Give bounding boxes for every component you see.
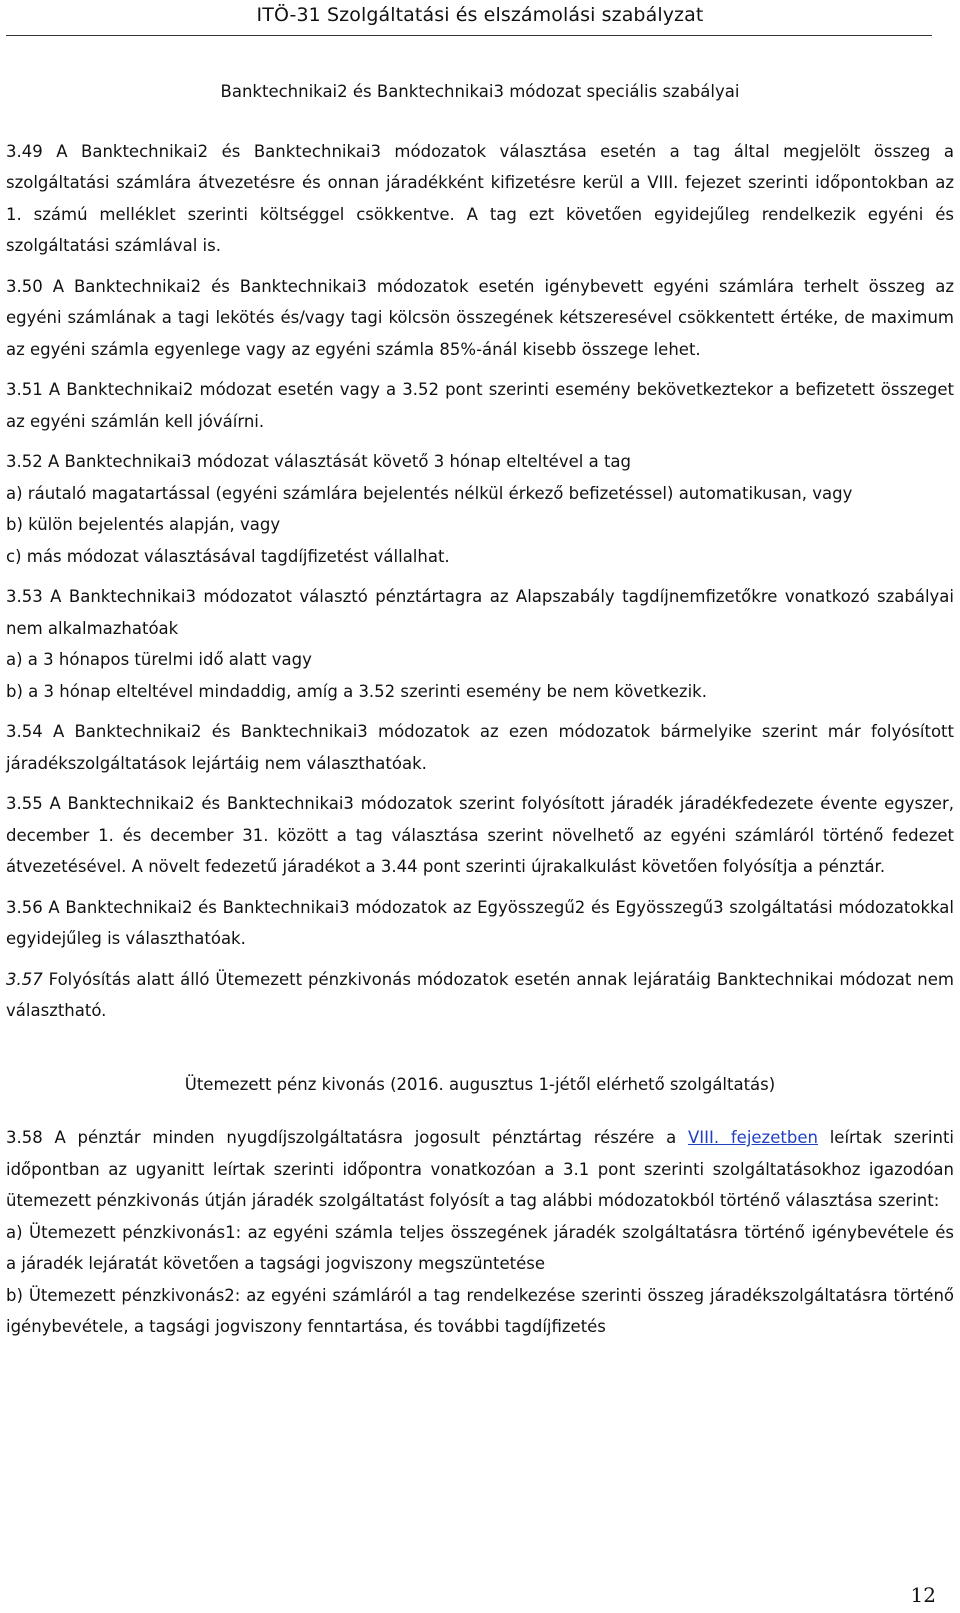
paragraph-3-52-item-c: c) más módozat választásával tagdíjfizetést vállalhat. xyxy=(6,546,450,566)
paragraph-3-53-item-b: b) a 3 hónap elteltével mindaddig, amíg a 3.52 szerinti esemény be nem következik. xyxy=(6,681,707,701)
page-number: 12 xyxy=(910,1583,936,1607)
paragraph-3-58-item-b: b) Ütemezett pénzkivonás2: az egyéni számláról a tag rendelkezése szerinti összeg járadékszolgáltatásra történő igénybevétele, a tagsági jogviszony fenntartása, és további tagdíjfizetés xyxy=(6,1285,954,1336)
section-heading-banktechnikai: Banktechnikai2 és Banktechnikai3 módozat speciális szabályai xyxy=(220,82,740,101)
paragraph-3-51: 3.51 A Banktechnikai2 módozat esetén vagy a 3.52 pont szerinti esemény bekövetkeztekor a befizetett összeget az egyéni számlán kell jóváírni. xyxy=(6,380,954,431)
paragraph-3-58 xyxy=(6,1122,954,1217)
paragraph-3-53-intro: 3.53 A Banktechnikai3 módozatot választó pénztártagra az Alapszabály tagdíjnemfizetőkre vonatkozó szabályai nem alkalmazhatóak xyxy=(6,587,954,638)
paragraph-3-50: 3.50 A Banktechnikai2 és Banktechnikai3 módozatok esetén igénybevett egyéni számlára terhelt összeg az egyéni számlának a tagi lekötés és/vagy tagi kölcsön összegének kétszeresével csökkentett értéke, de maximum az egyéni számla egyenlege vagy az egyéni számla 85%-ánál kisebb összege lehet. xyxy=(6,276,954,359)
paragraph-3-49: 3.49 A Banktechnikai2 és Banktechnikai3 módozatok választása esetén a tag által megjelölt összeg a szolgáltatási számlára átvezetésre és onnan járadékként kifizetésre kerül a VIII. fejezet szerinti időpontokban az 1. számú melléklet szerinti költséggel csökkentve. A tag ezt követően egyidejűleg rendelkezik egyéni és szolgáltatási számlával is. xyxy=(6,141,954,255)
paragraph-3-53-item-a: a) a 3 hónapos türelmi idő alatt vagy xyxy=(6,650,312,669)
chapter-viii-link[interactable]: VIII. fejezetben xyxy=(687,1128,818,1147)
paragraph-3-58-before: 3.58 A pénztár minden nyugdíjszolgáltatásra jogosult pénztártag részére a xyxy=(6,1128,688,1147)
paragraph-3-52-item-a: a) ráutaló magatartással (egyéni számlára bejelentés nélkül érkező befizetéssel) automatikusan, vagy xyxy=(6,483,853,503)
paragraph-3-57-number: 3.57 xyxy=(6,969,43,989)
paragraph-3-55: 3.55 A Banktechnikai2 és Banktechnikai3 módozatok szerint folyósított járadék járadékfedezete évente egyszer, december 1. és december 31. között a tag választása szerint növelhető az egyéni számláról történő fedezet átvezetésével. A növelt fedezetű járadékot a 3.44 pont szerinti újrakalkulást követően folyósítja a pénztár. xyxy=(6,794,954,876)
paragraph-3-58-after: leírtak szerinti időpontban az ugyanitt leírtak szerinti időpontra vonatkozóan a 3.1 pont szerinti szolgáltatásokhoz igazodóan ütemezett pénzkivonás útján járadék szolgáltatást folyósít a tag alábbi módozatokból történő választása szerint: xyxy=(6,1128,954,1210)
paragraph-3-56: 3.56 A Banktechnikai2 és Banktechnikai3 módozatok az Egyösszegű2 és Egyösszegű3 szolgáltatási módozatokkal egyidejűleg is választhatóak. xyxy=(6,897,954,948)
header-divider xyxy=(6,35,932,36)
document-body xyxy=(6,76,954,1343)
paragraph-3-52-intro: 3.52 A Banktechnikai3 módozat választását követő 3 hónap elteltével a tag xyxy=(6,452,631,471)
paragraph-3-54: 3.54 A Banktechnikai2 és Banktechnikai3 módozatok az ezen módozatok bármelyike szerint már folyósított járadékszolgáltatások lejártáig nem választhatóak. xyxy=(6,722,954,773)
document-header-title: ITÖ-31 Szolgáltatási és elszámolási szabályzat xyxy=(256,4,704,26)
paragraph-3-52-item-b: b) külön bejelentés alapján, vagy xyxy=(6,515,281,534)
paragraph-3-58-item-a: a) Ütemezett pénzkivonás1: az egyéni számla teljes összegének járadék szolgáltatásra történő igénybevétele és a járadék lejáratát követően a tagsági jogviszony megszüntetése xyxy=(6,1222,954,1273)
section-heading-utemezett: Ütemezett pénz kivonás (2016. augusztus 1-jétől elérhető szolgáltatás) xyxy=(184,1074,776,1094)
paragraph-3-57 xyxy=(6,964,954,1027)
paragraph-3-57-text: Folyósítás alatt álló Ütemezett pénzkivonás módozatok esetén annak lejáratáig Banktechnikai módozat nem választható. xyxy=(6,969,954,1020)
